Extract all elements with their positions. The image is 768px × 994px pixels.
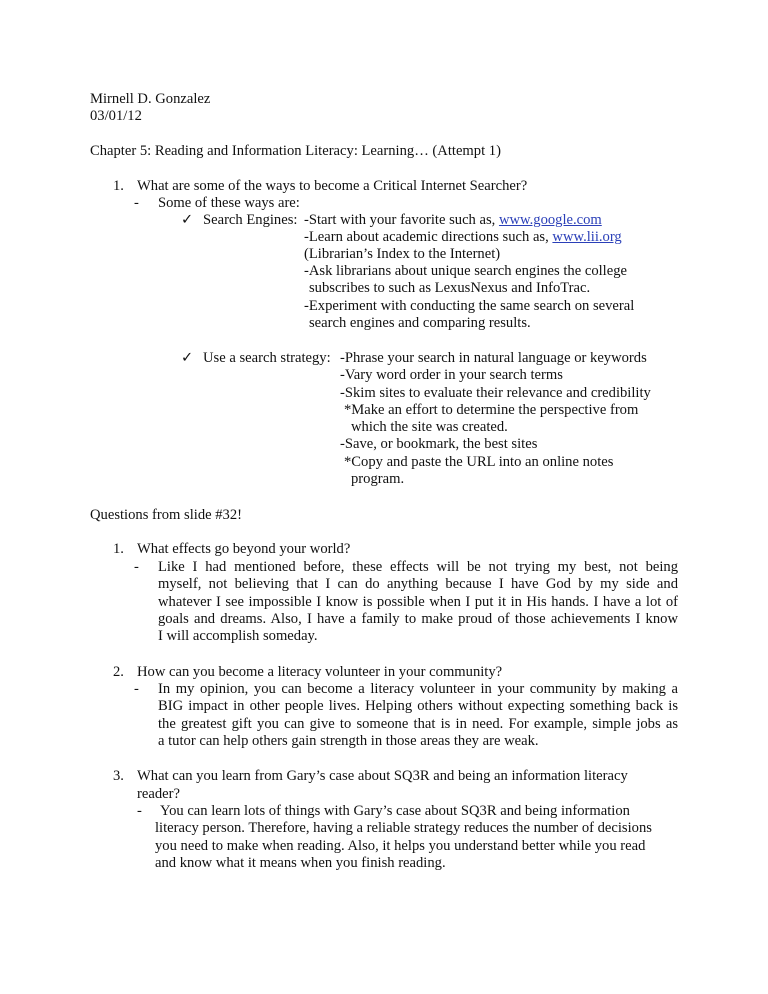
strategy-line: -Save, or bookmark, the best sites: [340, 436, 538, 452]
engines-label: Search Engines:: [203, 212, 298, 228]
list-number: 1.: [113, 178, 124, 194]
strategy-line: *Make an effort to determine the perspective from: [344, 402, 639, 418]
strategy-line: program.: [351, 471, 405, 487]
engines-line: [304, 212, 602, 229]
text: -Start with your favorite such as,: [304, 212, 499, 228]
checkmark-icon: ✓: [181, 212, 194, 228]
answer-line: and know what it means when you finish reading.: [155, 855, 446, 871]
answer-line: goals and dreams. Also, I have a family to make proud of those achievements I know: [158, 611, 678, 627]
section-heading: Questions from slide #32!: [90, 507, 243, 523]
question: What effects go beyond your world?: [137, 541, 351, 557]
dash-bullet: -: [134, 195, 139, 211]
date: 03/01/12: [90, 108, 142, 124]
engines-line: [304, 229, 622, 246]
engines-line: -Experiment with conducting the same search on several: [304, 298, 635, 314]
dash-bullet: -: [137, 803, 142, 819]
engines-line: subscribes to such as LexusNexus and InfoTrac.: [309, 280, 591, 296]
intro-text: Some of these ways are:: [158, 195, 300, 211]
list-number: 1.: [113, 541, 124, 557]
answer-line: You can learn lots of things with Gary’s case about SQ3R and being information: [160, 803, 630, 819]
google-link[interactable]: www.google.com: [498, 212, 602, 228]
dash-bullet: -: [134, 559, 139, 575]
engines-line: (Librarian’s Index to the Internet): [304, 246, 501, 262]
engines-line: -Ask librarians about unique search engines the college: [304, 263, 627, 279]
chapter-title: Chapter 5: Reading and Information Literacy: Learning… (Attempt 1): [90, 143, 501, 159]
answer-line: Like I had mentioned before, these effects will be not trying my best, not being: [158, 559, 678, 575]
strategy-line: which the site was created.: [351, 419, 508, 435]
answer-line: I will accomplish someday.: [158, 628, 318, 644]
list-number: 2.: [113, 664, 124, 680]
engines-line: search engines and comparing results.: [309, 315, 531, 331]
dash-bullet: -: [134, 681, 139, 697]
strategy-line: -Skim sites to evaluate their relevance and credibility: [340, 385, 651, 401]
question: reader?: [137, 786, 180, 802]
text: -Learn about academic directions such as,: [304, 229, 553, 245]
author-name: Mirnell D. Gonzalez: [90, 91, 211, 107]
answer-line: whatever I see impossible I know is possible when I put it in His hands. I have a lot of: [158, 594, 678, 610]
answer-line: myself, not believing that I can do anything because I have God by my side and: [158, 576, 678, 592]
strategy-line: -Phrase your search in natural language or keywords: [340, 350, 647, 366]
lii-link[interactable]: www.lii.org: [552, 229, 622, 245]
list-number: 3.: [113, 768, 124, 784]
strategy-line: -Vary word order in your search terms: [340, 367, 563, 383]
question: How can you become a literacy volunteer in your community?: [137, 664, 503, 680]
answer-line: a tutor can help others gain strength in those areas they are weak.: [158, 733, 539, 749]
answer-line: BIG impact in other people lives. Helping others without expecting something back is: [158, 698, 678, 714]
checkmark-icon: ✓: [181, 350, 194, 366]
answer-line: literacy person. Therefore, having a reliable strategy reduces the number of decisions: [155, 820, 652, 836]
answer-line: you need to make when reading. Also, it helps you understand better while you read: [155, 838, 646, 854]
question: What are some of the ways to become a Critical Internet Searcher?: [137, 178, 528, 194]
answer-line: In my opinion, you can become a literacy volunteer in your community by making a: [158, 681, 678, 697]
strategy-line: *Copy and paste the URL into an online notes: [344, 454, 614, 470]
question: What can you learn from Gary’s case about SQ3R and being an information literacy: [137, 768, 628, 784]
answer-line: the greatest gift you can give to someone that is in need. For example, simple jobs as: [158, 716, 678, 732]
strategy-label: Use a search strategy:: [203, 350, 331, 366]
